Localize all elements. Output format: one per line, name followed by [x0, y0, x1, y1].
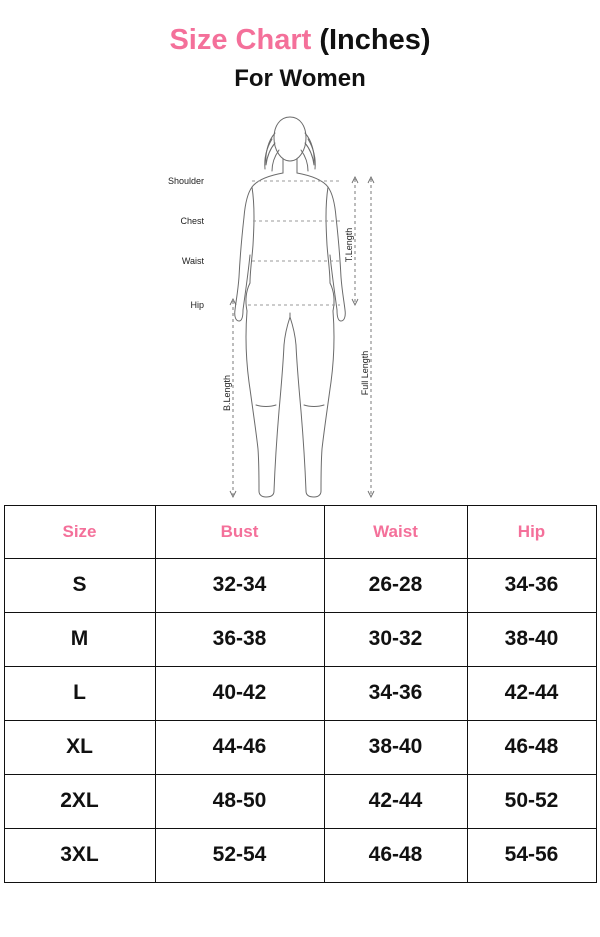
cell-bust: 44-46	[155, 720, 324, 774]
body-measurement-diagram	[0, 105, 600, 505]
table-row	[4, 774, 596, 828]
female-body-outline-svg	[0, 105, 600, 505]
cell-bust: 32-34	[155, 558, 324, 612]
label-waist: Waist	[181, 255, 204, 266]
cell-size: 3XL	[4, 828, 155, 882]
label-hip: Hip	[190, 299, 204, 310]
cell-waist: 26-28	[324, 558, 467, 612]
size-chart-table	[4, 505, 597, 883]
table-row	[4, 612, 596, 666]
title-main-line	[0, 24, 600, 57]
cell-waist: 38-40	[324, 720, 467, 774]
column-header-hip: Hip	[467, 505, 596, 558]
cell-waist: 30-32	[324, 612, 467, 666]
column-header-bust: Bust	[155, 505, 324, 558]
table-row	[4, 720, 596, 774]
label-chest: Chest	[180, 215, 204, 226]
cell-hip: 54-56	[467, 828, 596, 882]
cell-waist: 34-36	[324, 666, 467, 720]
label-full-length: Full Length	[360, 350, 370, 396]
title-subtitle: For Women	[234, 65, 366, 93]
table-row	[4, 558, 596, 612]
cell-bust: 48-50	[155, 774, 324, 828]
column-header-size: Size	[4, 505, 155, 558]
figure-silhouette	[235, 117, 346, 497]
cell-bust: 52-54	[155, 828, 324, 882]
cell-hip: 34-36	[467, 558, 596, 612]
label-shoulder: Shoulder	[167, 175, 204, 186]
vertical-measure-arrows	[230, 177, 374, 497]
cell-waist: 46-48	[324, 828, 467, 882]
cell-bust: 36-38	[155, 612, 324, 666]
title-accent-text: Size Chart	[169, 24, 312, 56]
cell-hip: 50-52	[467, 774, 596, 828]
cell-size: 2XL	[4, 774, 155, 828]
title-unit-text: (Inches)	[311, 24, 431, 56]
column-header-waist: Waist	[324, 505, 467, 558]
table-header-row	[4, 505, 596, 558]
label-t-length: T.Length	[344, 227, 354, 263]
cell-waist: 42-44	[324, 774, 467, 828]
label-b-length: B.Length	[222, 374, 232, 411]
table-row	[4, 828, 596, 882]
table-row	[4, 666, 596, 720]
cell-hip: 38-40	[467, 612, 596, 666]
cell-hip: 46-48	[467, 720, 596, 774]
cell-size: M	[4, 612, 155, 666]
page-title	[0, 0, 600, 93]
cell-bust: 40-42	[155, 666, 324, 720]
cell-size: S	[4, 558, 155, 612]
cell-size: L	[4, 666, 155, 720]
cell-hip: 42-44	[467, 666, 596, 720]
cell-size: XL	[4, 720, 155, 774]
